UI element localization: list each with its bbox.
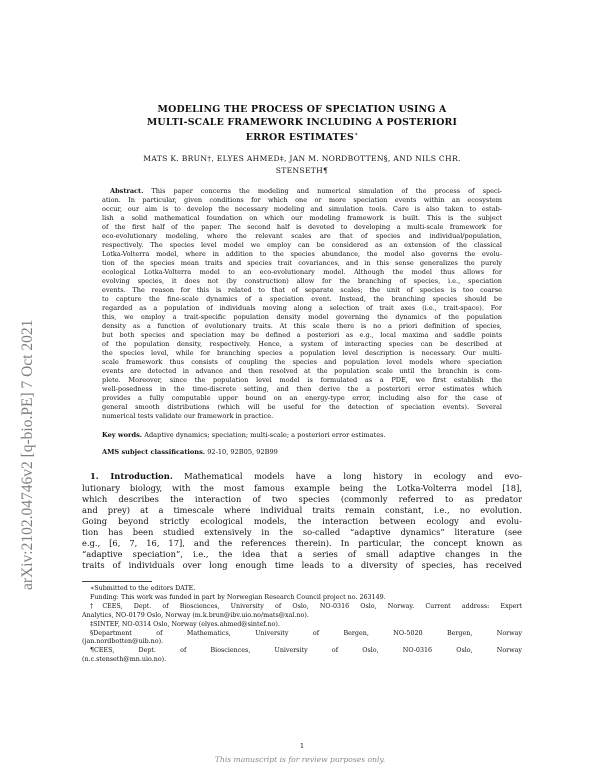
abstract-line: scale framework thus consists of coupling the species and population level models where speciation <box>102 358 502 367</box>
authors-line: MATS K. BRUN†, ELYES AHMED‡, JAN M. NORDBOTTEN§, AND NILS CHR. <box>143 153 461 163</box>
abstract-line: general smooth distributions (which will be useful for the detection of speciation events). Several <box>102 403 502 412</box>
intro-line: tion has been studied extensively in the so-called “adaptive dynamics” literature (see <box>82 526 522 537</box>
footnote-line: †CEES, Dept. of Biosciences, University of Oslo, NO-0316 Oslo, Norway. Current address: Expert <box>90 602 522 610</box>
abstract-line: numerical tests validate our framework in practice. <box>102 412 274 421</box>
introduction <box>82 471 522 571</box>
intro-line <box>82 471 522 482</box>
title-line-text: ERROR ESTIMATES <box>245 132 354 144</box>
abstract-line: well-posedness in the time-discrete setting, and then derive the a posteriori error estimates which <box>102 385 502 394</box>
abstract-line: events are detected in advance and then resolved at the population scale until the branchin is com- <box>102 367 502 376</box>
abstract-text: This paper concerns the modeling and numerical simulation of the process of speci- <box>151 186 502 195</box>
footnote-line: ‡SINTEF, NO-0314 Oslo, Norway (elyes.ahmed@sintef.no). <box>90 620 280 628</box>
review-footer: This manuscript is for review purposes only. <box>214 755 386 764</box>
abstract-line: regarded as a population of individuals moving along a selection of trait axes (i.e., trait-space). For <box>102 304 502 313</box>
intro-line: traits of individuals over long enough time leads to a diversity of species, has received <box>82 560 522 571</box>
abstract <box>102 187 502 422</box>
intro-line: e.g., [6, 7, 16, 17], and the references therein). In particular, the concept known as <box>82 538 522 548</box>
footnote-line: Funding: This work was funded in part by Norwegian Research Council project no. 263149. <box>90 594 386 602</box>
footnote-line: ¶CEES, Dept. of Biosciences, University of Oslo, NO-0316 Oslo, Norway <box>90 647 522 655</box>
abstract-line: of the first half of the paper. The second half is devoted to developing a multi-scale framework for <box>102 222 502 231</box>
abstract-line: provides a fully computable upper bound on an energy-type error, including also for the case of <box>102 394 502 403</box>
footnote-rule <box>82 581 152 582</box>
author-list <box>82 153 522 177</box>
footnotes <box>82 585 522 665</box>
title-footnote-mark: ∗ <box>353 131 359 138</box>
footnote-line: ∗Submitted to the editors DATE. <box>90 585 196 593</box>
keywords-label: Key words. <box>102 431 143 440</box>
abstract-line: plete. Moreover, since the population level model is formulated as a PDE, we first establish the <box>102 376 502 385</box>
abstract-line: occur, our aim is to develop the necessary modeling and simulation tools. Care is also taken to estab- <box>102 204 502 213</box>
arxiv-identifier: arXiv:2102.04746v2 [q-bio.PE] 7 Oct 2021 <box>19 319 36 590</box>
intro-heading: 1. Introduction. <box>90 471 173 482</box>
abstract-line: evolving species, it does not (by construction) allow for the branching of species, i.e., speciation <box>102 276 502 285</box>
abstract-line <box>102 187 502 196</box>
intro-line: “adaptive speciation”, i.e., the idea that a series of small adaptive changes in the <box>82 549 522 560</box>
footnote-line: §Department of Mathematics, University of Bergen, NO-5020 Bergen, Norway <box>90 629 522 637</box>
abstract-line: eco-evolutionary modeling, where the relevant scales are that of species and individual/population, <box>102 231 502 240</box>
title-line <box>127 129 477 145</box>
footnote-line: Analytics, NO-0179 Oslo, Norway (m.k.brun@ibv.uio.no/mats@xal.no). <box>82 611 309 619</box>
keywords <box>102 431 502 440</box>
abstract-line: lish a solid mathematical foundation on which our modeling framework is built. This is the subject <box>102 213 502 222</box>
keywords-text: Adaptive dynamics; speciation; multi-scale; a posteriori error estimates. <box>144 431 386 440</box>
intro-line: Going beyond strictly ecological models, the interaction between ecology and evolu- <box>82 515 522 526</box>
ams-classifications <box>102 448 502 457</box>
page-number: 1 <box>299 742 305 750</box>
abstract-line: respectively. The species level model we employ can be considered as an extension of the classical <box>102 240 502 249</box>
title-line: MULTI-SCALE FRAMEWORK INCLUDING A POSTERIORI <box>146 116 458 128</box>
abstract-line: to capture the fine-scale dynamics of a speciation event. Instead, the branching species should be <box>102 295 502 303</box>
ams-label: AMS subject classifications. <box>102 448 206 457</box>
abstract-line: ation. In particular, given conditions for which one or more speciation events within an ecosystem <box>102 195 502 204</box>
abstract-line: the species level, while for branching species a population level description is necessary. Our multi- <box>102 349 502 358</box>
abstract-line: this, we employ a trait-specific population density model governing the dynamics of the population <box>102 313 502 322</box>
title-line: MODELING THE PROCESS OF SPECIATION USING A <box>157 104 447 115</box>
abstract-line: but both species and speciation may be defined a posteriori as e.g., local maxima and saddle points <box>102 331 502 340</box>
footnote-line: (jan.nordbotten@uib.no). <box>82 638 164 646</box>
abstract-label: Abstract. <box>110 186 144 195</box>
ams-text: 92-10, 92B05, 92B99 <box>207 448 278 457</box>
footnote-line: (n.c.stenseth@mn.uio.no). <box>82 656 167 664</box>
intro-line: and prey) at a timescale where individual traits remain constant, i.e., no evolution. <box>82 504 522 515</box>
intro-line: which describes the interaction of two species (commonly referred to as predator <box>82 493 522 504</box>
paper-page <box>82 104 522 750</box>
abstract-line: of the population density, respectively. Hence, a system of interacting species can be described at <box>102 340 502 349</box>
abstract-line: ecological Lotka-Volterra model to an eco-evolutionary model. Although the model thus allows for <box>102 267 502 276</box>
abstract-line: events. The reason for this is related to that of separate scales; the unit of species is too coarse <box>102 285 502 294</box>
abstract-line: Lotka-Volterra model, where in addition to the species abundance, the model also governs the evolu- <box>102 249 502 258</box>
paper-title <box>127 104 477 145</box>
intro-text: Mathematical models have a long history in ecology and evo- <box>184 471 522 482</box>
abstract-line: tion of the species mean traits and species trait covariances, and in this sense generalizes the purely <box>102 258 502 267</box>
authors-line: STENSETH¶ <box>275 165 329 175</box>
intro-line: lutionary biology, with the most famous example being the Lotka-Volterra model [18], <box>82 482 522 493</box>
abstract-line: density as a function of evolutionary traits. At this scale there is no a priori definition of species, <box>102 322 502 331</box>
